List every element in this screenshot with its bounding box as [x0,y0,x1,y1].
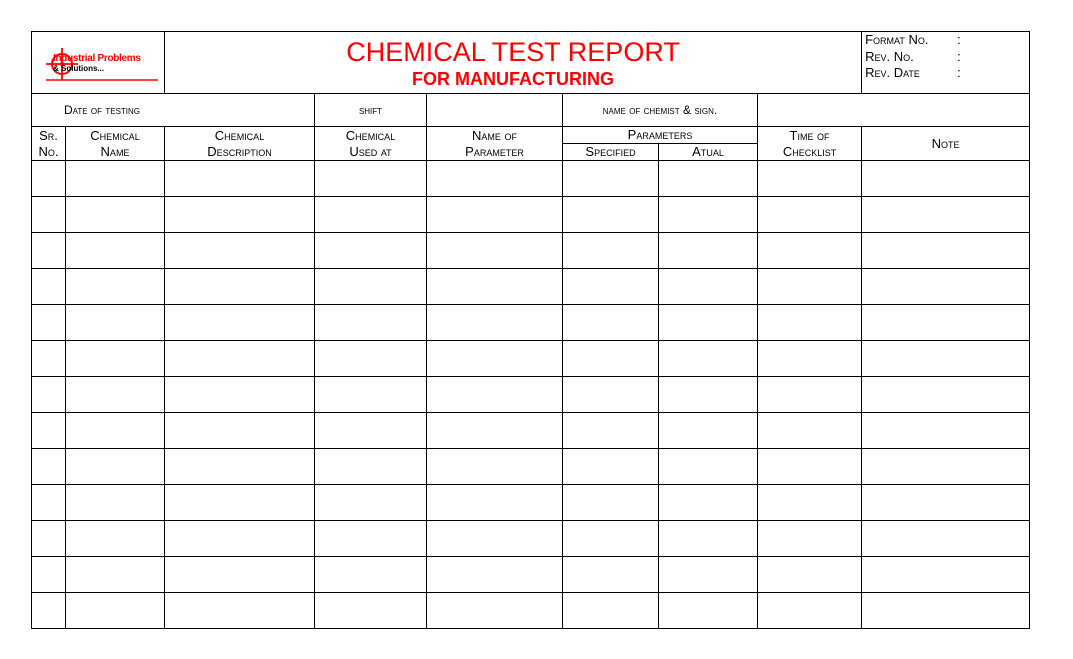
shift-value-field[interactable] [427,94,563,127]
cell-chemical-description[interactable] [165,161,315,197]
cell-chemical-used-at[interactable] [315,593,427,629]
cell-chemical-used-at[interactable] [315,233,427,269]
cell-note[interactable] [862,521,1030,557]
format-info-cell [862,32,1030,94]
cell-specified[interactable] [563,485,659,521]
cell-name-of-parameter[interactable] [427,269,563,305]
cell-chemical-description[interactable] [165,269,315,305]
cell-actual[interactable] [659,413,758,449]
logo-cell [32,32,165,94]
rev-date-sep: : [957,65,961,80]
cell-sr-no[interactable] [32,341,66,377]
cell-sr-no[interactable] [32,377,66,413]
cell-sr-no[interactable] [32,161,66,197]
cell-chemical-description[interactable] [165,449,315,485]
cell-time-of-checklist[interactable] [758,161,862,197]
cell-sr-no[interactable] [32,485,66,521]
col-specified: Specified [563,144,659,161]
cell-note[interactable] [862,161,1030,197]
logo-line-2: & Solutions... [53,63,105,73]
logo-text [53,54,141,74]
cell-actual[interactable] [659,233,758,269]
cell-chemical-name[interactable] [66,233,165,269]
rev-date-label: Rev. Date [865,65,920,80]
cell-name-of-parameter[interactable] [427,341,563,377]
cell-actual[interactable] [659,449,758,485]
cell-chemical-used-at[interactable] [315,557,427,593]
cell-name-of-parameter[interactable] [427,197,563,233]
data-rows [32,161,1030,629]
cell-sr-no[interactable] [32,305,66,341]
cell-specified[interactable] [563,161,659,197]
cell-sr-no[interactable] [32,521,66,557]
cell-chemical-name[interactable] [66,305,165,341]
cell-chemical-description[interactable] [165,521,315,557]
table-row [32,413,1030,449]
cell-sr-no[interactable] [32,593,66,629]
logo-underline-icon [46,78,158,82]
cell-note[interactable] [862,269,1030,305]
rev-no-sep: : [957,48,961,64]
cell-chemical-description[interactable] [165,593,315,629]
cell-specified[interactable] [563,413,659,449]
cell-chemical-name[interactable] [66,485,165,521]
cell-specified[interactable] [563,593,659,629]
cell-chemical-name[interactable] [66,593,165,629]
cell-time-of-checklist[interactable] [758,485,862,521]
cell-name-of-parameter[interactable] [427,557,563,593]
cell-time-of-checklist[interactable] [758,377,862,413]
cell-note[interactable] [862,557,1030,593]
report-title: CHEMICAL TEST REPORT [346,37,680,67]
cell-chemical-description[interactable] [165,233,315,269]
cell-specified[interactable] [563,377,659,413]
cell-time-of-checklist[interactable] [758,197,862,233]
col-name-of-parameter: Name of Parameter [427,127,563,161]
cell-specified[interactable] [563,341,659,377]
cell-time-of-checklist[interactable] [758,413,862,449]
cell-name-of-parameter[interactable] [427,593,563,629]
cell-specified[interactable] [563,521,659,557]
cell-specified[interactable] [563,233,659,269]
cell-note[interactable] [862,341,1030,377]
cell-specified[interactable] [563,269,659,305]
table-row [32,197,1030,233]
cell-sr-no[interactable] [32,233,66,269]
cell-note[interactable] [862,377,1030,413]
table-row [32,485,1030,521]
cell-name-of-parameter[interactable] [427,521,563,557]
cell-actual[interactable] [659,557,758,593]
cell-chemical-description[interactable] [165,197,315,233]
cell-chemical-name[interactable] [66,161,165,197]
cell-chemical-description[interactable] [165,413,315,449]
col-chemical-name: Chemical Name [66,127,165,161]
cell-specified[interactable] [563,449,659,485]
format-no-sep: : [957,32,961,47]
col-time-of-checklist: Time of Checklist [758,127,862,161]
cell-time-of-checklist[interactable] [758,305,862,341]
cell-note[interactable] [862,413,1030,449]
cell-chemical-used-at[interactable] [315,413,427,449]
cell-actual[interactable] [659,485,758,521]
cell-specified[interactable] [563,557,659,593]
cell-time-of-checklist[interactable] [758,233,862,269]
cell-name-of-parameter[interactable] [427,449,563,485]
cell-chemical-name[interactable] [66,413,165,449]
cell-actual[interactable] [659,341,758,377]
col-parameters: Parameters [563,127,758,144]
table-row [32,305,1030,341]
cell-note[interactable] [862,233,1030,269]
cell-actual[interactable] [659,305,758,341]
cell-time-of-checklist[interactable] [758,593,862,629]
cell-actual[interactable] [659,377,758,413]
cell-chemical-used-at[interactable] [315,197,427,233]
cell-chemical-name[interactable] [66,269,165,305]
cell-chemical-used-at[interactable] [315,485,427,521]
chemist-value-field[interactable] [758,94,1030,127]
chemical-test-report-form [31,31,1030,629]
cell-sr-no[interactable] [32,557,66,593]
table-row [32,161,1030,197]
logo-line-1: Industrial Problems [53,52,141,64]
cell-chemical-used-at[interactable] [315,341,427,377]
cell-name-of-parameter[interactable] [427,233,563,269]
cell-note[interactable] [862,449,1030,485]
cell-actual[interactable] [659,593,758,629]
cell-note[interactable] [862,305,1030,341]
table-row [32,557,1030,593]
cell-chemical-name[interactable] [66,377,165,413]
cell-note[interactable] [862,197,1030,233]
cell-specified[interactable] [563,305,659,341]
cell-chemical-description[interactable] [165,305,315,341]
cell-name-of-parameter[interactable] [427,485,563,521]
cell-time-of-checklist[interactable] [758,521,862,557]
cell-chemical-name[interactable] [66,449,165,485]
cell-time-of-checklist[interactable] [758,449,862,485]
cell-note[interactable] [862,485,1030,521]
cell-chemical-used-at[interactable] [315,521,427,557]
col-actual: Atual [659,144,758,161]
cell-chemical-used-at[interactable] [315,377,427,413]
col-chemical-used-at: Chemical Used at [315,127,427,161]
col-sr-no: Sr. No. [32,127,66,161]
cell-note[interactable] [862,593,1030,629]
col-note: Note [862,127,1030,161]
cell-sr-no[interactable] [32,269,66,305]
rev-no-label: Rev. No. [865,48,914,64]
date-of-testing-text: Date of testing [63,103,141,117]
cell-chemical-description[interactable] [165,341,315,377]
cell-chemical-name[interactable] [66,521,165,557]
table-row [32,521,1030,557]
table-row [32,377,1030,413]
cell-time-of-checklist[interactable] [758,269,862,305]
table-row [32,341,1030,377]
title-cell [165,32,862,94]
col-chemical-description: Chemical Description [165,127,315,161]
cell-name-of-parameter[interactable] [427,413,563,449]
table-row [32,449,1030,485]
cell-specified[interactable] [563,197,659,233]
cell-chemical-name[interactable] [66,197,165,233]
format-no-label: Format No. [865,32,929,47]
table-row [32,269,1030,305]
table-row [32,233,1030,269]
date-of-testing-label [32,94,315,127]
cell-actual[interactable] [659,269,758,305]
shift-label: shift [315,94,427,127]
cell-chemical-used-at[interactable] [315,449,427,485]
cell-chemical-name[interactable] [66,557,165,593]
cell-time-of-checklist[interactable] [758,341,862,377]
cell-actual[interactable] [659,161,758,197]
report-subtitle: FOR MANUFACTURING [412,69,615,89]
cell-chemical-used-at[interactable] [315,269,427,305]
cell-chemical-used-at[interactable] [315,305,427,341]
cell-actual[interactable] [659,197,758,233]
cell-actual[interactable] [659,521,758,557]
table-row [32,593,1030,629]
cell-sr-no[interactable] [32,413,66,449]
cell-chemical-description[interactable] [165,485,315,521]
cell-chemical-name[interactable] [66,341,165,377]
cell-chemical-used-at[interactable] [315,161,427,197]
chemist-label: name of chemist & sign. [563,94,758,127]
cell-sr-no[interactable] [32,197,66,233]
cell-sr-no[interactable] [32,449,66,485]
cell-name-of-parameter[interactable] [427,161,563,197]
cell-time-of-checklist[interactable] [758,557,862,593]
cell-chemical-description[interactable] [165,557,315,593]
cell-name-of-parameter[interactable] [427,377,563,413]
cell-name-of-parameter[interactable] [427,305,563,341]
cell-chemical-description[interactable] [165,377,315,413]
